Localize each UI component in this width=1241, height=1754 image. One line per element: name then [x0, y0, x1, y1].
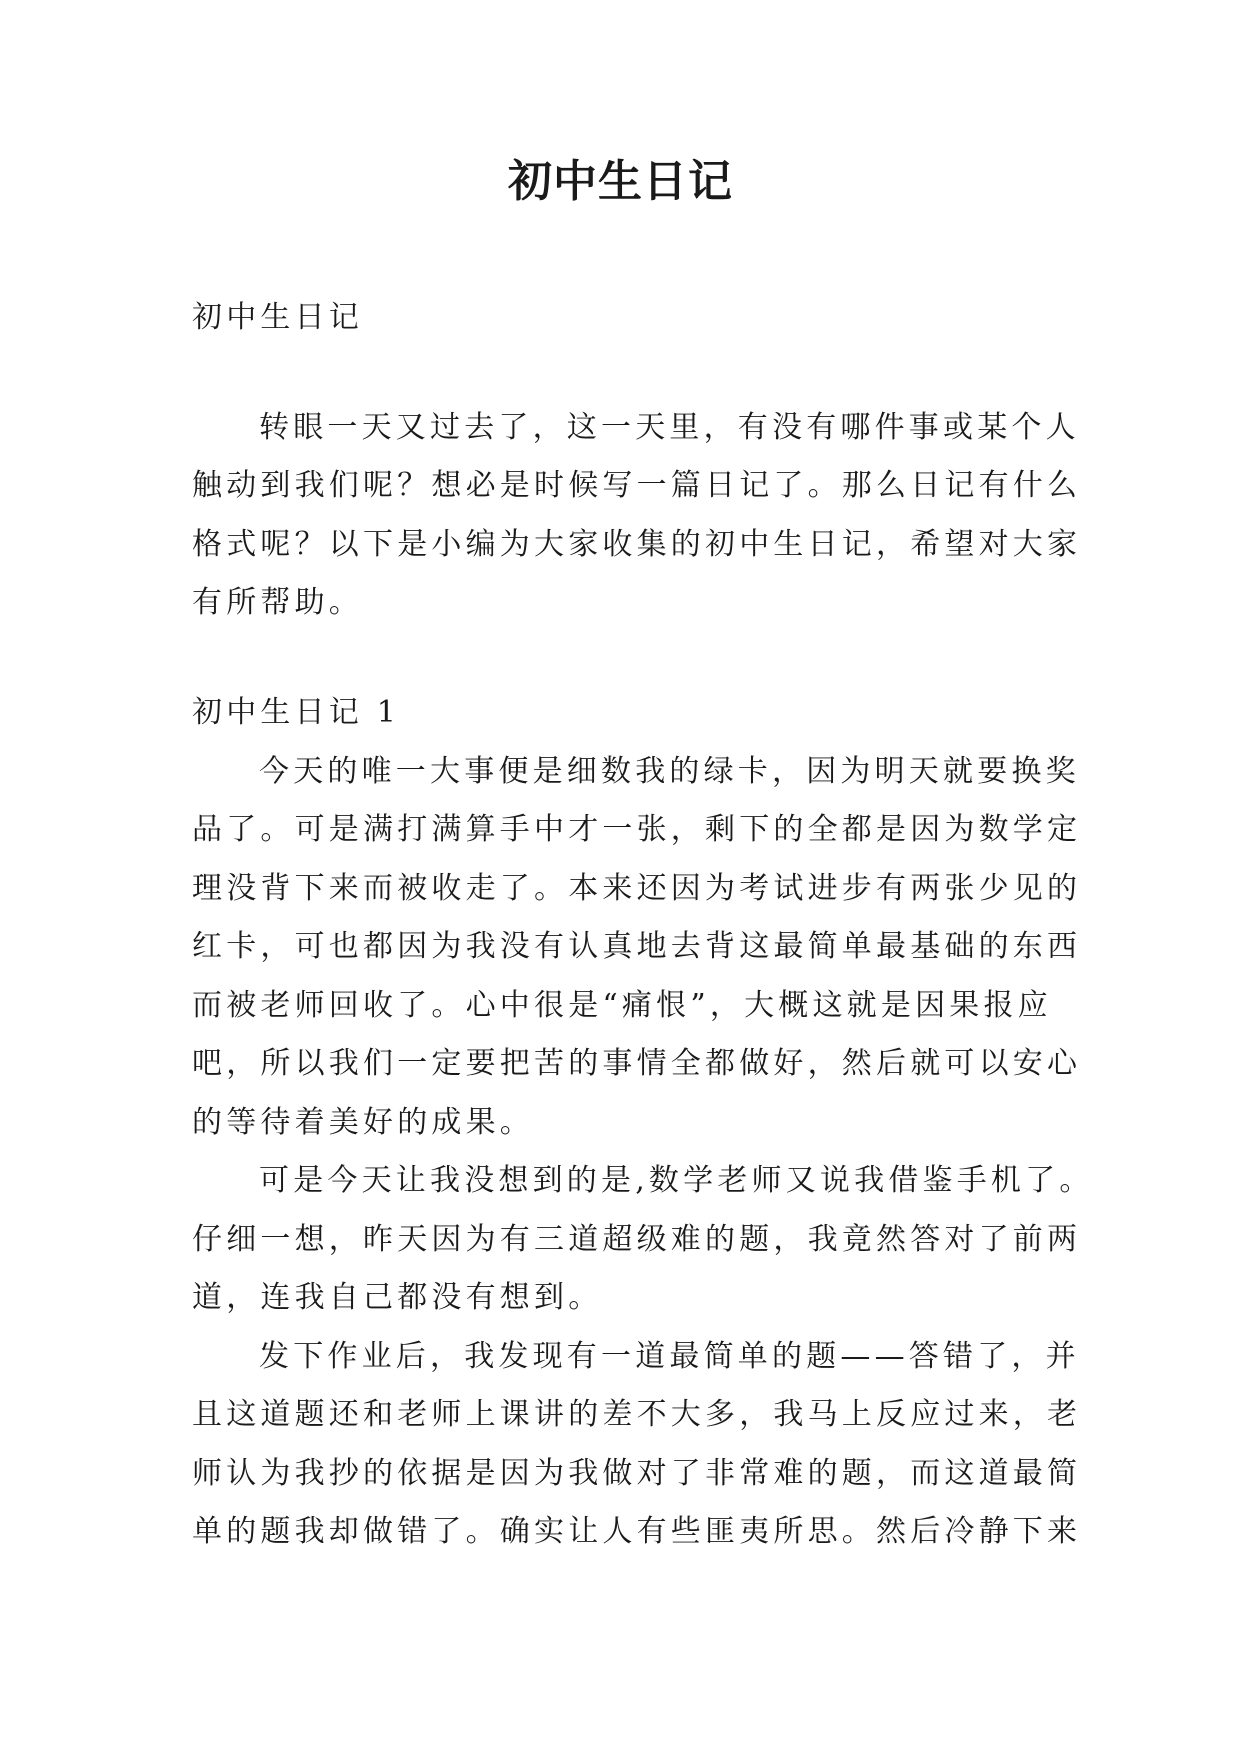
document-title: 初中生日记: [508, 156, 733, 207]
intro-line-4: 有所帮助。: [192, 585, 363, 620]
paragraph1-line-5: 而被老师回收了。心中很是“痛恨”，大概这就是因果报应: [192, 988, 1052, 1023]
paragraph1-line-2: 品了。可是满打满算手中才一张，剩下的全都是因为数学定: [192, 812, 1082, 847]
section-heading: 初中生日记 1: [192, 695, 401, 730]
document-subtitle: 初中生日记: [192, 300, 363, 335]
paragraph1-line-6: 吧，所以我们一定要把苦的事情全都做好，然后就可以安心: [192, 1046, 1082, 1081]
paragraph2-line-2: 仔细一想，昨天因为有三道超级难的题，我竟然答对了前两: [192, 1222, 1082, 1257]
paragraph1-line-1: 今天的唯一大事便是细数我的绿卡，因为明天就要换奖: [259, 754, 1080, 789]
paragraph3-line-3: 师认为我抄的依据是因为我做对了非常难的题，而这道最简: [192, 1456, 1082, 1491]
paragraph2-line-3: 道，连我自己都没有想到。: [192, 1280, 603, 1315]
paragraph2-line-1: 可是今天让我没想到的是,数学老师又说我借鉴手机了。: [259, 1163, 1094, 1198]
intro-line-1: 转眼一天又过去了，这一天里，有没有哪件事或某个人: [259, 410, 1080, 445]
intro-line-2: 触动到我们呢？想必是时候写一篇日记了。那么日记有什么: [192, 468, 1082, 503]
paragraph1-line-3: 理没背下来而被收走了。本来还因为考试进步有两张少见的: [192, 871, 1082, 906]
paragraph3-line-4: 单的题我却做错了。确实让人有些匪夷所思。然后冷静下来: [192, 1514, 1082, 1549]
intro-line-3: 格式呢？以下是小编为大家收集的初中生日记，希望对大家: [192, 527, 1082, 562]
paragraph3-line-1: 发下作业后，我发现有一道最简单的题——答错了，并: [259, 1339, 1080, 1374]
paragraph1-line-4: 红卡，可也都因为我没有认真地去背这最简单最基础的东西: [192, 929, 1082, 964]
paragraph3-line-2: 且这道题还和老师上课讲的差不大多，我马上反应过来，老: [192, 1397, 1082, 1432]
paragraph1-line-7: 的等待着美好的成果。: [192, 1105, 534, 1140]
